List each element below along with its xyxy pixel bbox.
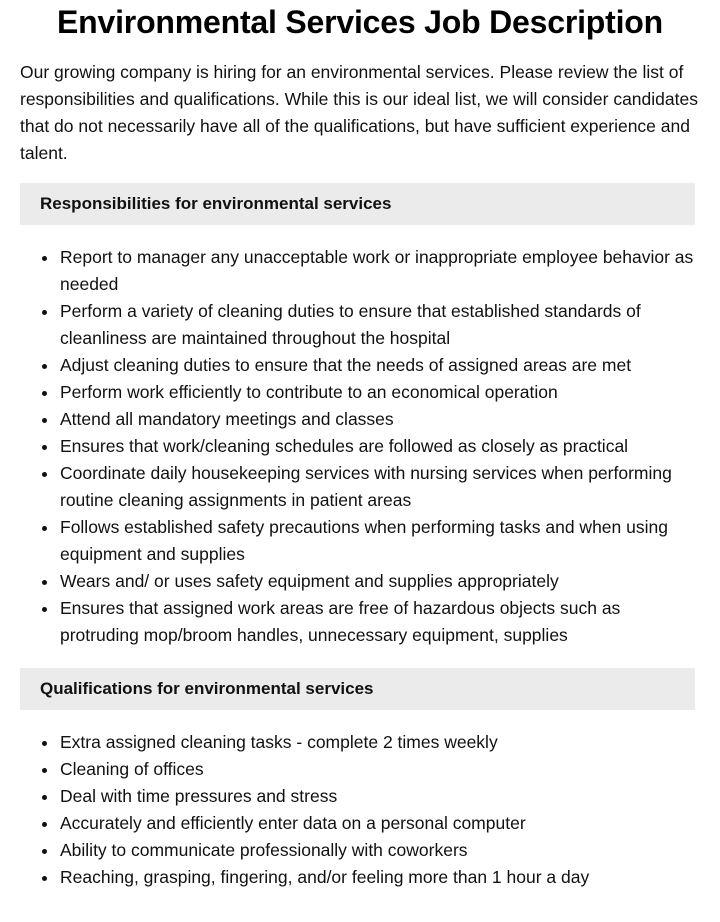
- list-item-text: Follows established safety precautions when performing tasks and when using equipment and supplies: [60, 517, 668, 564]
- list-item-text: Cleaning of offices: [60, 759, 204, 779]
- list-item-text: Coordinate daily housekeeping services with nursing services when performing routine cleaning assignments in patient areas: [60, 463, 672, 510]
- list-item: [20, 514, 700, 568]
- list-item: [20, 460, 700, 514]
- bullet-icon: [42, 822, 47, 827]
- list-item-text: Reaching, grasping, fingering, and/or feeling more than 1 hour a day: [60, 867, 590, 887]
- bullet-icon: [42, 526, 47, 531]
- qualifications-list: [20, 729, 700, 891]
- list-item-text: Attend all mandatory meetings and classes: [60, 409, 394, 429]
- list-item: [20, 406, 700, 433]
- bullet-icon: [42, 795, 47, 800]
- bullet-icon: [42, 849, 47, 854]
- list-item-text: Ensures that work/cleaning schedules are followed as closely as practical: [60, 436, 629, 456]
- list-item: [20, 298, 700, 352]
- list-item: [20, 864, 700, 891]
- list-item-text: Adjust cleaning duties to ensure that the needs of assigned areas are met: [60, 355, 632, 375]
- bullet-icon: [42, 580, 47, 585]
- responsibilities-heading: Responsibilities for environmental services: [20, 183, 695, 225]
- list-item-text: Report to manager any unacceptable work or inappropriate employee behavior as needed: [60, 247, 694, 294]
- list-item-text: Ensures that assigned work areas are free of hazardous objects such as protruding mop/broom handles, unnecessary equipment, supplies: [60, 598, 621, 645]
- bullet-icon: [42, 418, 47, 423]
- list-item: [20, 837, 700, 864]
- bullet-icon: [42, 256, 47, 261]
- list-item: [20, 810, 700, 837]
- list-item: [20, 568, 700, 595]
- list-item-text: Deal with time pressures and stress: [60, 786, 338, 806]
- list-item-text: Wears and/ or uses safety equipment and supplies appropriately: [60, 571, 559, 591]
- list-item-text: Perform work efficiently to contribute to an economical operation: [60, 382, 558, 402]
- list-item: [20, 244, 700, 298]
- bullet-icon: [42, 741, 47, 746]
- bullet-icon: [42, 364, 47, 369]
- list-item: [20, 756, 700, 783]
- list-item: [20, 729, 700, 756]
- list-item: [20, 433, 700, 460]
- bullet-icon: [42, 310, 47, 315]
- list-item-text: Ability to communicate professionally with coworkers: [60, 840, 468, 860]
- page-title: Environmental Services Job Description: [57, 4, 663, 40]
- intro-paragraph: Our growing company is hiring for an environmental services. Please review the list of responsibilities and qualifications. While this is our ideal list, we will consider candidates that do not necessarily have all of the qualifications, but have sufficient experience and talent.: [20, 62, 698, 163]
- qualifications-heading: Qualifications for environmental services: [20, 668, 695, 710]
- list-item-text: Perform a variety of cleaning duties to ensure that established standards of cleanliness are maintained throughout the hospital: [60, 301, 641, 348]
- list-item: [20, 595, 700, 649]
- list-item: [20, 352, 700, 379]
- bullet-icon: [42, 768, 47, 773]
- bullet-icon: [42, 391, 47, 396]
- responsibilities-list: [20, 244, 700, 649]
- bullet-icon: [42, 445, 47, 450]
- bullet-icon: [42, 472, 47, 477]
- bullet-icon: [42, 876, 47, 881]
- list-item-text: Accurately and efficiently enter data on a personal computer: [60, 813, 526, 833]
- list-item-text: Extra assigned cleaning tasks - complete 2 times weekly: [60, 732, 498, 752]
- bullet-icon: [42, 607, 47, 612]
- list-item: [20, 783, 700, 810]
- list-item: [20, 379, 700, 406]
